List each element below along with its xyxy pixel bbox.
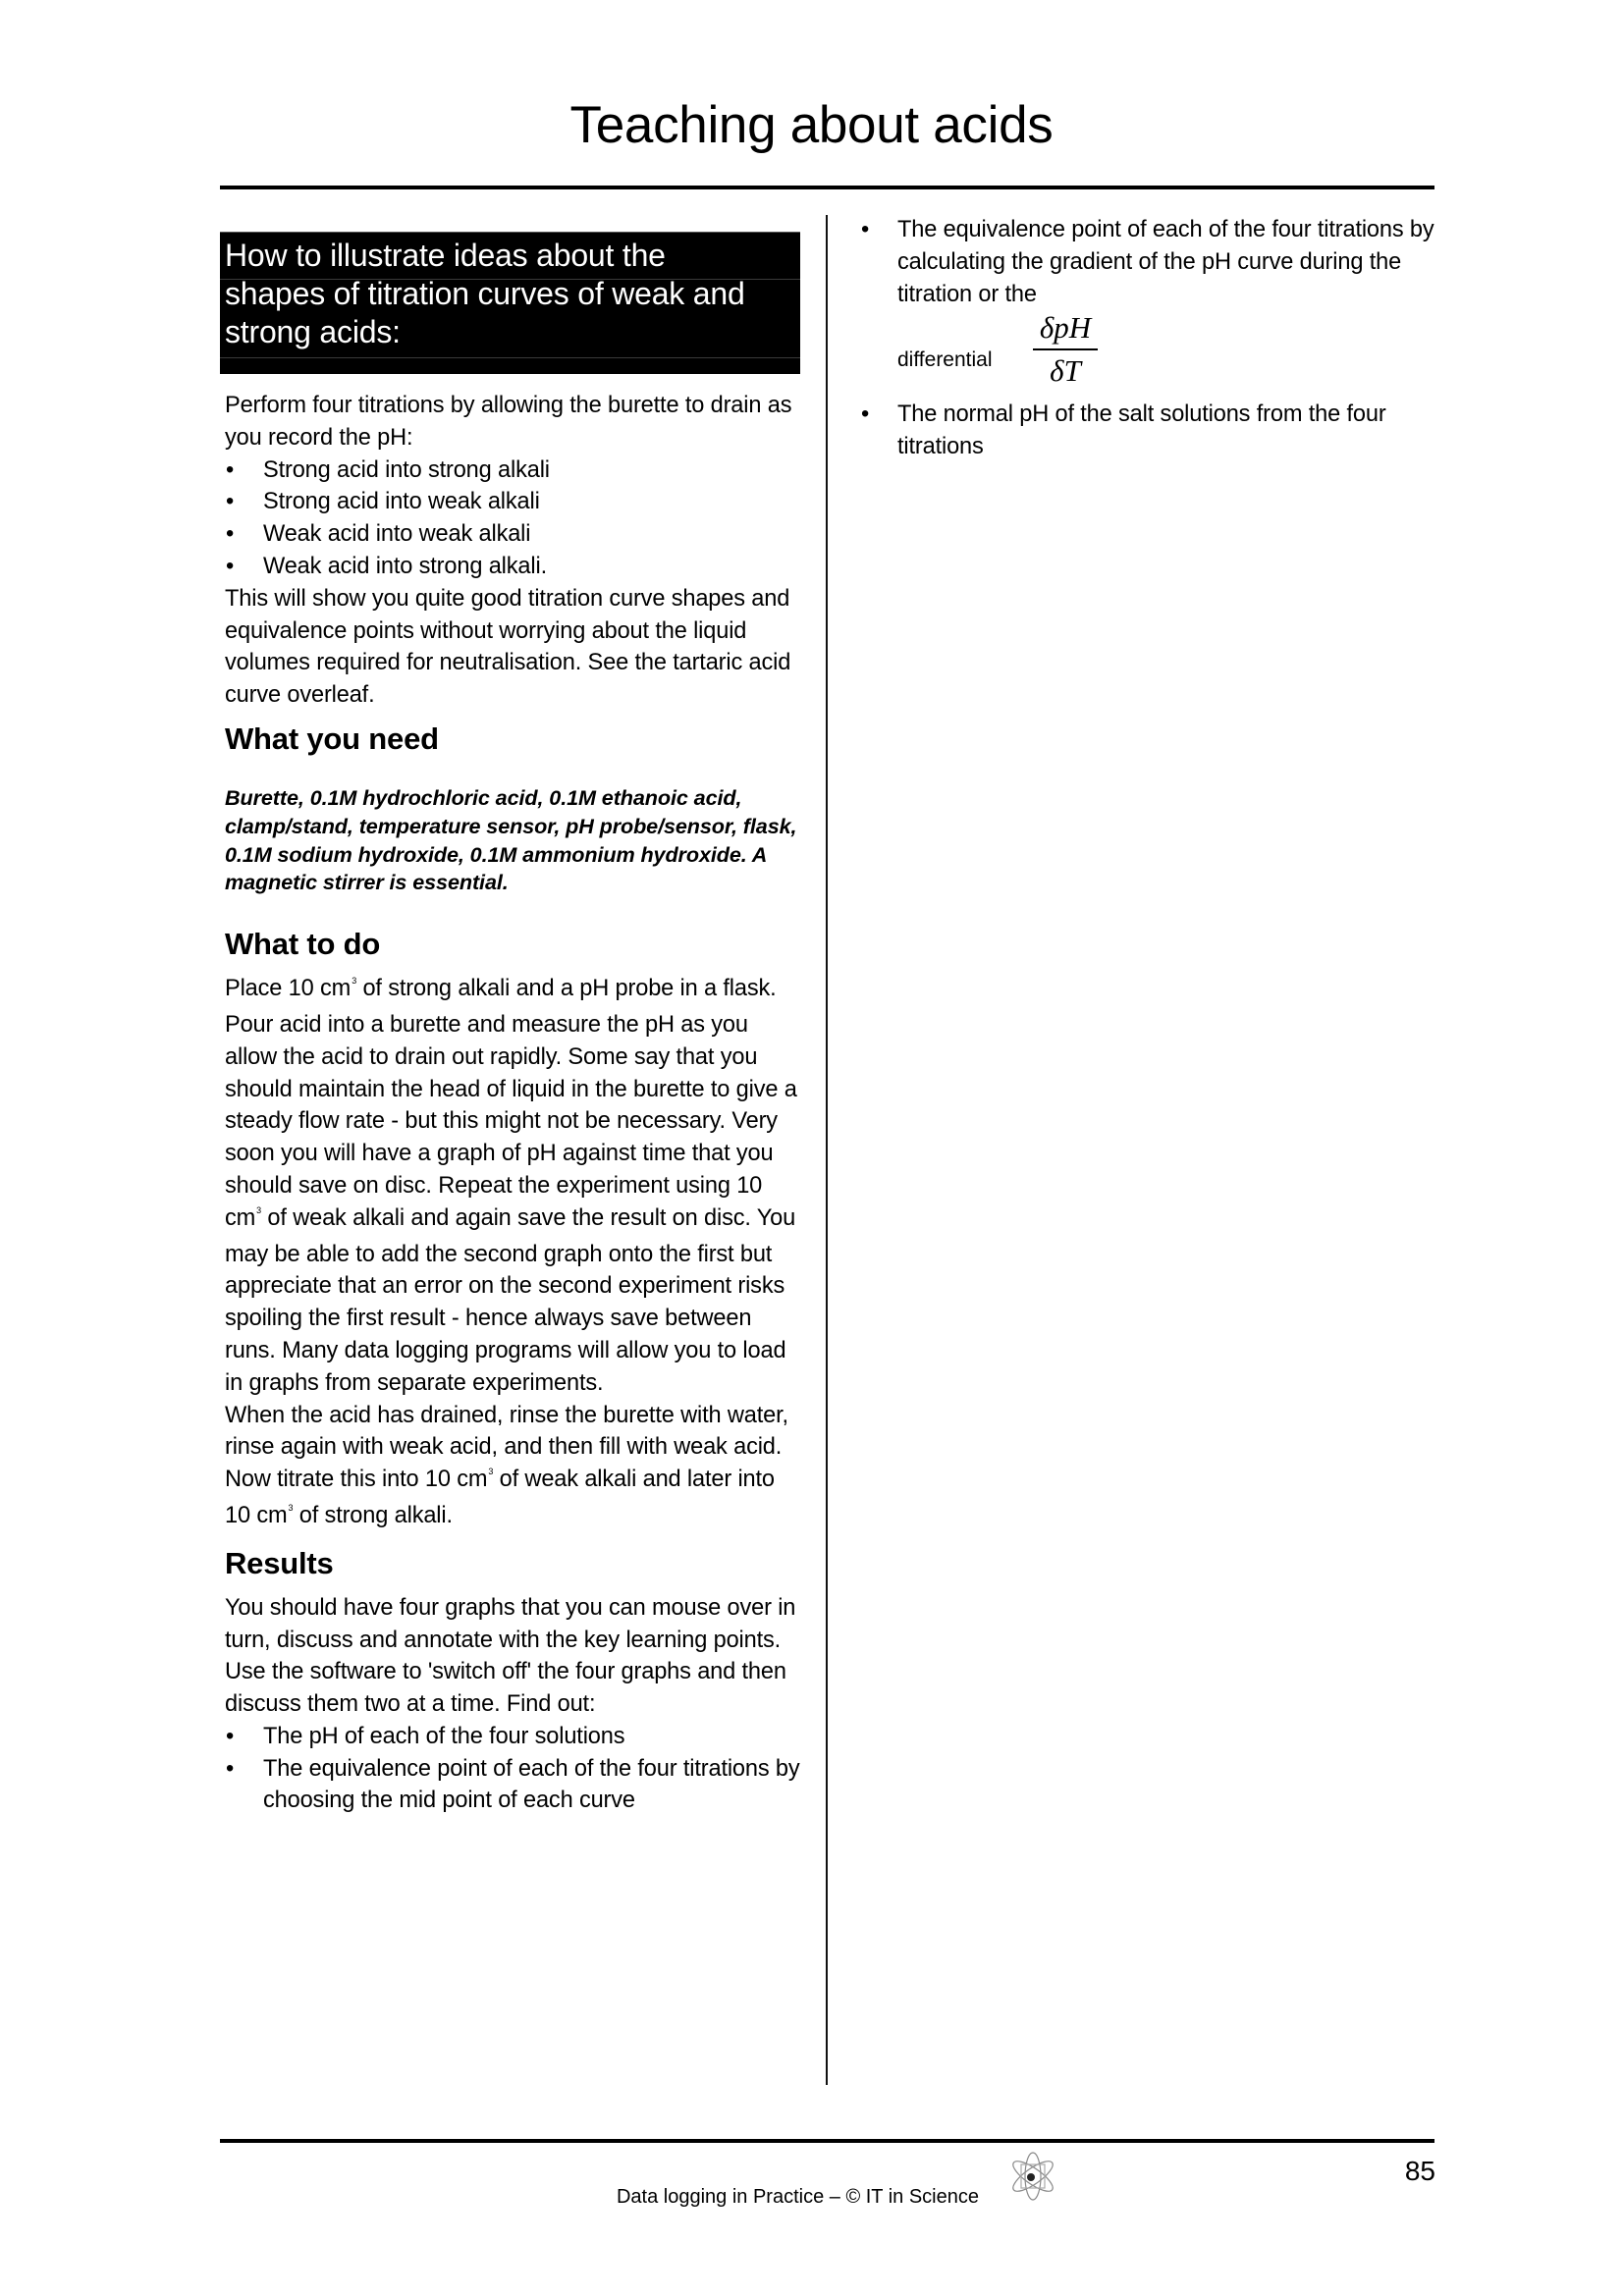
header-rule (220, 186, 1434, 189)
banner-separator (220, 357, 800, 358)
titration-list (225, 454, 804, 583)
list-item-text: Weak acid into weak alkali (263, 521, 531, 548)
banner-top-edge (220, 232, 800, 233)
section-heading-results: Results (225, 1545, 334, 1580)
footer-credit (0, 2185, 1623, 2209)
fraction-numerator: δpH (1039, 310, 1092, 346)
results-paragraph: You should have four graphs that you can mouse over in turn, discuss and annotate with the key learning points. Use the software to 'switch off' the four graphs and then discuss them two at a time. Find out: (225, 1594, 796, 1718)
superscript: 3 (352, 976, 357, 987)
list-item (860, 399, 1439, 463)
instructions-paragraph (225, 973, 804, 1399)
fraction-bar (1033, 348, 1098, 350)
text-run: of strong alkali and a pH probe in a flask. Pour acid into a burette and measure the pH as you allow the acid to drain out rapidly. Some say that you should maintain the head of liquid in the burette to give a steady flow rate - but this might not be necessary. Very soon you will have a graph of pH against time that you should save on disc. Repeat the experiment using 10 cm (225, 976, 797, 1231)
fraction (1033, 310, 1098, 388)
text-run: of weak alkali and again save the result on disc. You may be able to add the second graph onto the first but appreciate that an error on the second experiment risks spoiling the first result - hence always save between runs. Many data logging programs will allow you to load in graphs from separate experiments. (225, 1204, 796, 1396)
findings-list (860, 214, 1439, 310)
findings-list (860, 399, 1439, 463)
differential-formula (860, 310, 1439, 399)
list-item-text: Weak acid into strong alkali. (263, 553, 547, 579)
bullet-icon: • (226, 456, 235, 483)
section-heading-what-to-do: What to do (225, 927, 381, 962)
text-run: Place 10 cm (225, 976, 352, 1002)
banner-line: strong acids: (225, 314, 401, 349)
list-item (225, 454, 804, 487)
list-item-text: Strong acid into weak alkali (263, 489, 540, 515)
bullet-icon: • (226, 1723, 235, 1749)
superscript: 3 (288, 1502, 294, 1513)
footer-credit-text: Data logging in Practice – © IT in Science (616, 2186, 979, 2208)
instructions-paragraph (225, 1400, 804, 1536)
bullet-icon: • (226, 553, 235, 579)
section-heading-what-you-need: What you need (225, 721, 439, 756)
left-column (225, 390, 804, 1817)
column-divider (826, 215, 828, 2085)
text-run: of strong alkali. (293, 1502, 453, 1528)
list-item-text: The equivalence point of each of the four titrations by choosing the mid point of each curve (263, 1755, 800, 1814)
differential-label: differential (897, 348, 993, 372)
text-run: of weak alkali and later into 10 cm (225, 1467, 775, 1528)
list-item (225, 1753, 804, 1818)
superscript: 3 (256, 1204, 262, 1215)
bullet-icon: • (226, 489, 235, 515)
banner-line: shapes of titration curves of weak and (225, 276, 745, 311)
footer-rule (220, 2139, 1434, 2143)
list-item (860, 214, 1439, 310)
atom-nucleus (1027, 2173, 1035, 2181)
intro-follow: This will show you quite good titration curve shapes and equivalence points without worrying about the liquid volumes required for neutralisation. See the tartaric acid curve overleaf. (225, 585, 791, 709)
fraction-denominator: δT (1050, 353, 1081, 389)
bullet-icon: • (861, 401, 870, 428)
bullet-icon: • (226, 1755, 235, 1782)
list-item-text: Strong acid into strong alkali (263, 456, 550, 483)
list-item (225, 486, 804, 518)
superscript: 3 (488, 1467, 494, 1477)
text-run: When the acid has drained, rinse the burette with water, rinse again with weak acid, and then fill with weak acid. Now titrate this into 10 cm (225, 1402, 788, 1493)
section-banner (220, 232, 800, 374)
results-list (225, 1721, 804, 1817)
list-item-text: The pH of each of the four solutions (263, 1723, 625, 1749)
atom-icon (1009, 2151, 1056, 2202)
list-item (225, 551, 804, 583)
bullet-icon: • (226, 521, 235, 548)
page-number: 85 (1404, 2156, 1435, 2186)
intro-lead: Perform four titrations by allowing the burette to drain as you record the pH: (225, 393, 792, 451)
list-item-text: The equivalence point of each of the four titrations by calculating the gradient of the pH curve during the titration or the (897, 217, 1434, 307)
list-item (225, 518, 804, 551)
banner-line: How to illustrate ideas about the (225, 238, 666, 273)
page-title: Teaching about acids (569, 96, 1054, 154)
list-item (225, 1721, 804, 1753)
right-column (860, 214, 1439, 463)
bullet-icon: • (861, 217, 870, 242)
equipment-list: Burette, 0.1M hydrochloric acid, 0.1M ethanoic acid, clamp/stand, temperature sensor, pH probe/sensor, flask, 0.1M sodium hydroxide, 0.1M ammonium hydroxide. A magnetic stirrer is essential. (225, 784, 797, 895)
list-item-text: The normal pH of the salt solutions from the four titrations (897, 401, 1386, 460)
